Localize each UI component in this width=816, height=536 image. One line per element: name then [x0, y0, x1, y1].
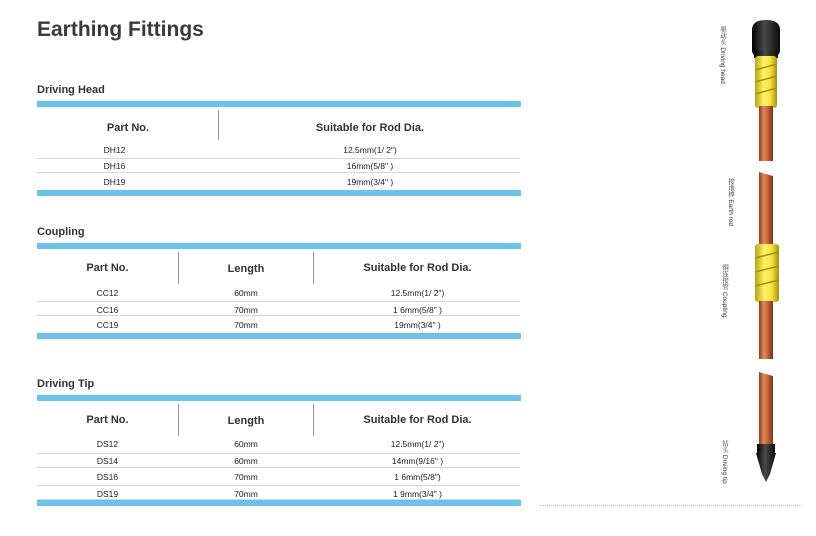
- table-cell: 70mm: [234, 489, 258, 499]
- table-cell: 12.5mm(1/ 2"): [390, 439, 445, 449]
- table-cell: DS16: [96, 472, 119, 482]
- footer-bar: [37, 190, 521, 196]
- col-header-part-no: Part No.: [106, 122, 150, 134]
- earth-rod-icon: [759, 301, 773, 359]
- driving-head-icon: [752, 20, 780, 108]
- table-cell: 19mm(3/4" ): [394, 320, 441, 330]
- table-cell: CC12: [96, 288, 119, 298]
- table-cell: 16mm(5/8" ): [346, 161, 394, 171]
- table-cell: 70mm: [234, 320, 258, 330]
- table-cell: DS19: [96, 489, 119, 499]
- earth-rod-icon: [759, 106, 773, 161]
- driving-tip-icon: [756, 444, 776, 482]
- coupling-icon: [755, 244, 779, 302]
- col-header-rod-dia: Suitable for Rod Dia.: [363, 414, 472, 426]
- section-title-coupling: Coupling: [37, 226, 85, 238]
- header-bar: [37, 395, 521, 401]
- table-cell: 12.5mm(1/ 2"): [343, 145, 397, 155]
- table-cell: DS14: [96, 456, 119, 466]
- table-cell: 12.5mm(1/ 2"): [390, 288, 445, 298]
- table-cell: 60mm: [234, 288, 258, 298]
- footer-bar: [37, 333, 521, 339]
- label-earth-rod: 接地棒 Earth rod: [727, 178, 734, 227]
- table-cell: CC19: [96, 320, 119, 330]
- col-header-part-no: Part No.: [86, 414, 129, 426]
- table-cell: DH19: [103, 177, 126, 187]
- table-cell: 70mm: [234, 305, 258, 315]
- table-cell: 1 9mm(3/4" ): [393, 489, 442, 499]
- col-header-length: Length: [227, 263, 265, 275]
- section-title-driving-head: Driving Head: [37, 84, 105, 96]
- table-cell: 60mm: [234, 456, 258, 466]
- col-header-rod-dia: Suitable for Rod Dia.: [363, 262, 472, 274]
- header-bar: [37, 101, 521, 107]
- col-header-part-no: Part No.: [86, 262, 129, 274]
- col-header-rod-dia: Suitable for Rod Dia.: [315, 122, 425, 134]
- table-cell: 19mm(3/4" ): [346, 177, 394, 187]
- footer-bar: [37, 500, 521, 506]
- table-cell: 60mm: [234, 439, 258, 449]
- table-cell: 14mm(9/16" ): [391, 456, 444, 466]
- header-bar: [37, 243, 521, 249]
- table-cell: 1 6mm(5/8" ): [393, 305, 442, 315]
- table-cell: DH16: [103, 161, 126, 171]
- table-cell: DS12: [96, 439, 119, 449]
- page-title: Earthing Fittings: [37, 18, 204, 41]
- table-cell: 1 6mm(5/8"): [394, 472, 441, 482]
- illustration-panel: [700, 0, 816, 531]
- earth-rod-icon: [759, 372, 773, 446]
- table-cell: CC16: [96, 305, 119, 315]
- table-cell: 70mm: [234, 472, 258, 482]
- label-driving-head: 驱动头 Driving head: [719, 26, 726, 84]
- label-driving-tip: 钻头 Driving tip: [721, 440, 728, 484]
- earth-rod-icon: [759, 172, 773, 245]
- label-coupling: 铜连接管 Coupling: [721, 264, 728, 318]
- section-title-driving-tip: Driving Tip: [37, 378, 95, 390]
- table-cell: DH12: [103, 145, 126, 155]
- col-header-length: Length: [227, 415, 265, 427]
